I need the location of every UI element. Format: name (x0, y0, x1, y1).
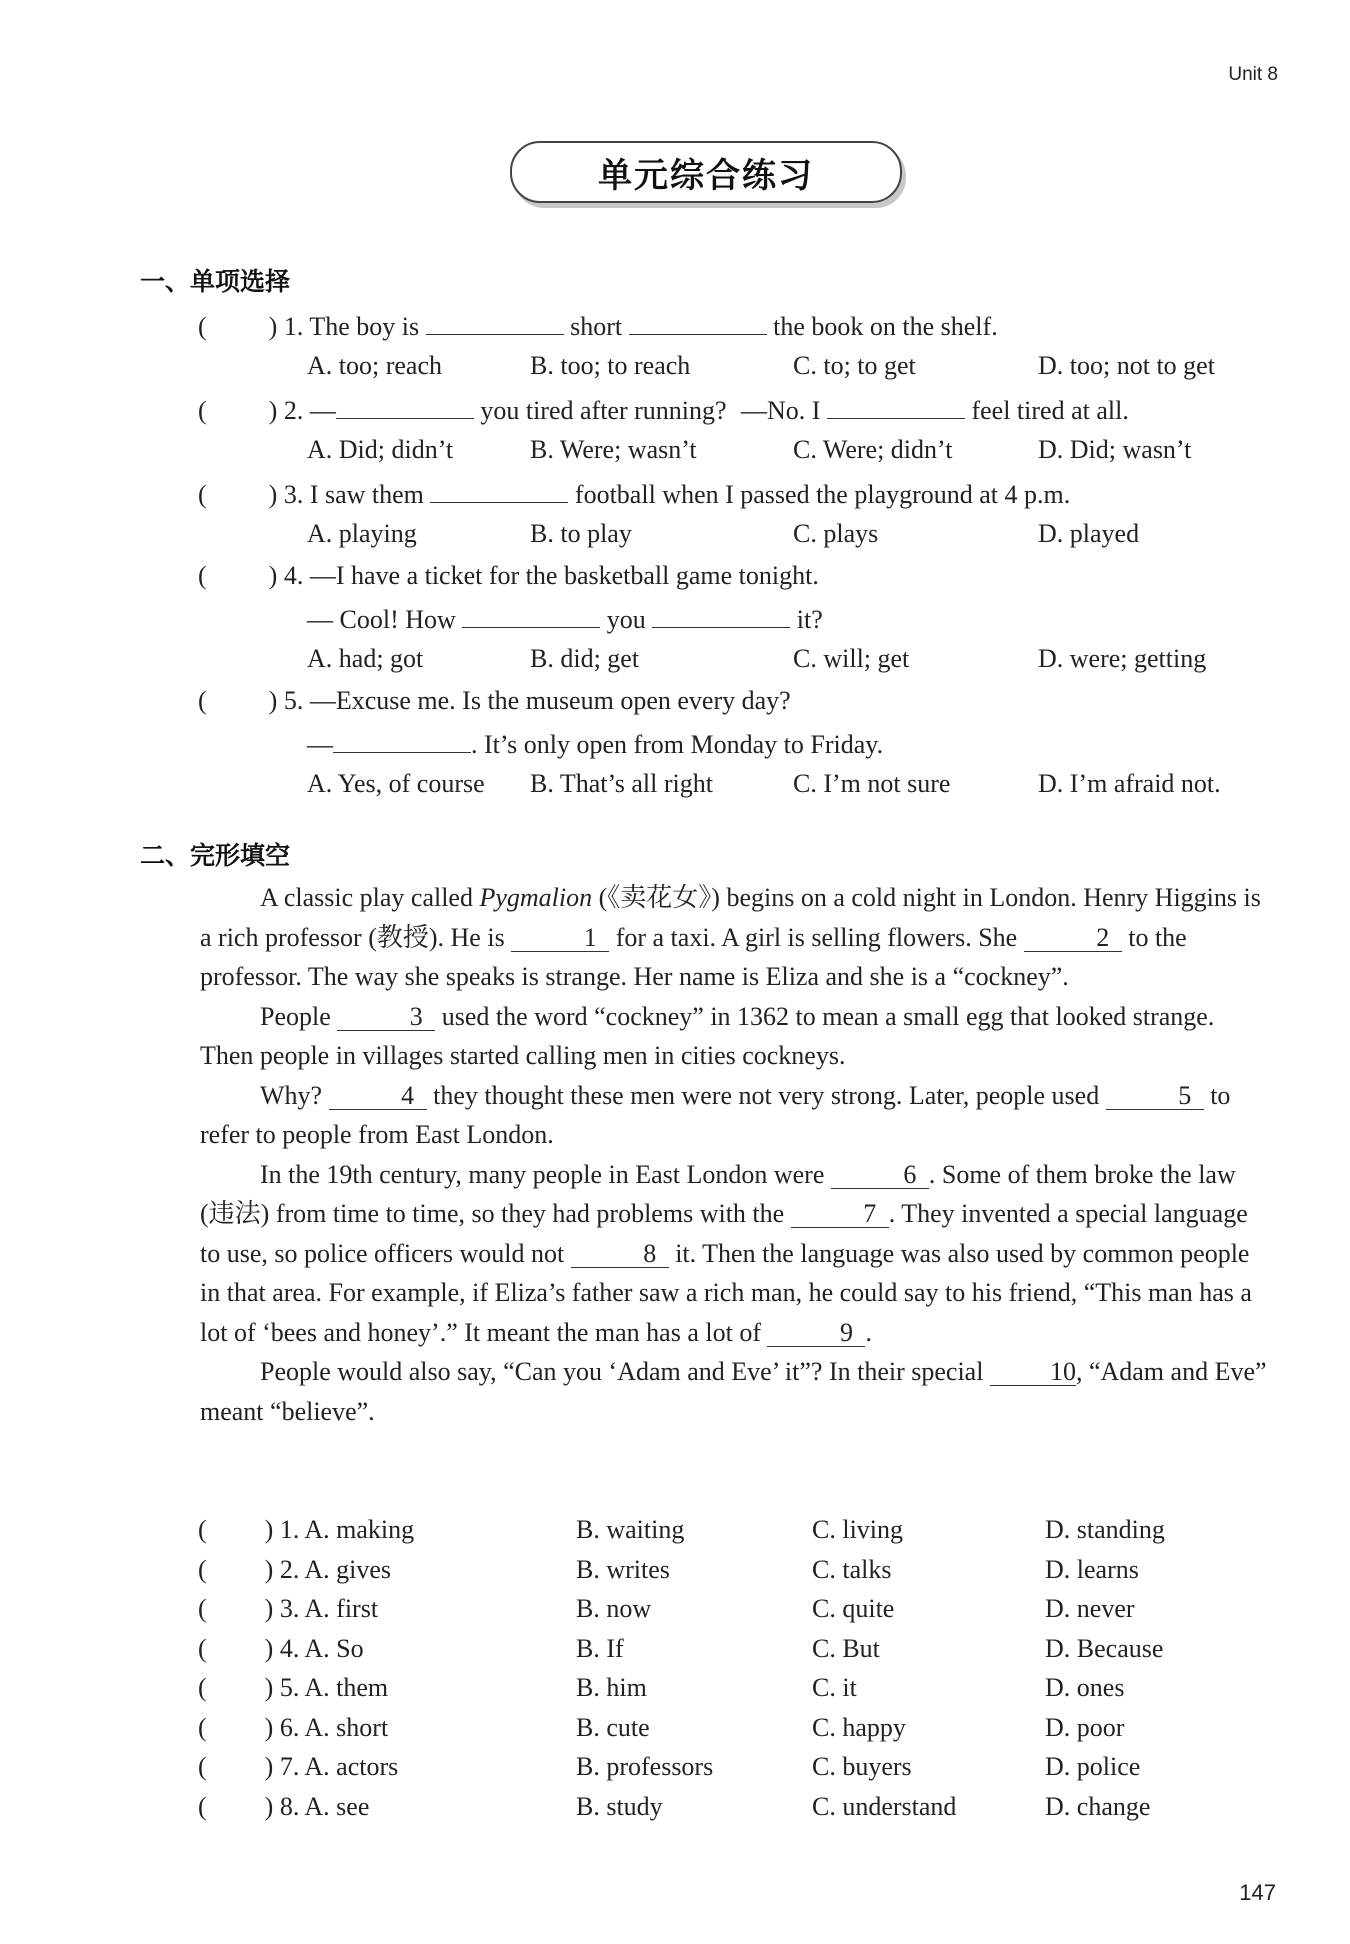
open-paren: ( (198, 480, 207, 509)
q3-option-c: C. plays (793, 519, 879, 548)
question-2 (198, 392, 1129, 427)
q2-option-a: A. Did; didn’t (307, 435, 454, 464)
q2-option-c: C. Were; didn’t (793, 435, 953, 464)
passage-paragraph: Why? 4 they thought these men were not very strong. Later, people used 5 to refer to people from East London. (200, 1080, 1231, 1149)
title-banner (510, 141, 902, 203)
choice-row-8: ( ) 8. A. see B. study C. understand D. change (198, 1791, 1151, 1821)
q1-text-3: the book on the shelf. (773, 312, 998, 341)
passage-paragraph: In the 19th century, many people in East London were 6 . Some of them broke the law (违法) from time to time, so they had problems with the 7 . They invented a special language to use, so police officers would not 8 it. Then the language was also used by common people in that area. For example, if Eliza’s father saw a rich man, he could say to his friend, “This man has a lot of ‘bees and honey’.” It meant the man has a lot of 9 . (200, 1159, 1252, 1347)
cloze-blank-3: 3 (337, 1004, 435, 1031)
q3-text-1: ) 3. I saw them (268, 480, 424, 509)
q3-option-a: A. playing (307, 519, 417, 548)
q2-text-1: ) 2. — (268, 396, 336, 425)
open-paren: ( (198, 312, 207, 341)
q2-text-2: you tired after running? (480, 396, 727, 425)
passage-paragraph: People 3 used the word “cockney” in 1362 to mean a small egg that looked strange. Then people in villages started calling men in cities cockneys. (200, 1001, 1215, 1070)
q4-option-c: C. will; get (793, 644, 910, 673)
choice-row-6: ( ) 6. A. short B. cute C. happy D. poor (198, 1712, 1125, 1742)
blank (430, 476, 568, 503)
q5-line-2 (307, 726, 883, 761)
q5-option-b: B. That’s all right (530, 769, 713, 798)
section1-heading: 一、单项选择 (140, 267, 291, 296)
open-paren: ( (198, 396, 207, 425)
blank (629, 308, 767, 335)
passage-paragraph: People would also say, “Can you ‘Adam and Eve’ it”? In their special 10, “Adam and Eve” meant “believe”. (200, 1357, 1267, 1426)
q1-option-c: C. to; to get (793, 351, 916, 380)
q1-option-d: D. too; not to get (1038, 351, 1215, 380)
q1-option-b: B. too; to reach (530, 351, 691, 380)
q3-option-d: D. played (1038, 519, 1140, 548)
cloze-blank-7: 7 (791, 1201, 889, 1228)
cloze-passage (200, 878, 1270, 1431)
cloze-blank-1: 1 (511, 925, 609, 952)
q2-option-b: B. Were; wasn’t (530, 435, 697, 464)
cloze-blank-5: 5 (1106, 1083, 1204, 1110)
q4-option-d: D. were; getting (1038, 644, 1207, 673)
choice-row-5: ( ) 5. A. them B. him C. it D. ones (198, 1673, 1125, 1702)
page-title: 单元综合练习 (598, 155, 814, 196)
q4-option-a: A. had; got (307, 644, 424, 673)
blank (333, 726, 471, 753)
blank (827, 392, 965, 419)
choice-row-3: ( ) 3. A. first B. now C. quite D. never (198, 1594, 1135, 1623)
q4-text-2c: it? (796, 605, 823, 634)
q3-option-b: B. to play (530, 519, 632, 548)
q5-text-1: ) 5. —Excuse me. Is the museum open every day? (268, 686, 791, 715)
q4-text-2a: — Cool! How (307, 605, 456, 634)
q2-text-3: —No. I (741, 396, 821, 425)
cloze-blank-6: 6 (831, 1162, 929, 1189)
unit-label: Unit 8 (1228, 64, 1278, 85)
question-4 (198, 560, 819, 592)
q5-option-a: A. Yes, of course (307, 769, 485, 798)
passage-paragraph: A classic play called Pygmalion (《卖花女》) begins on a cold night in London. Henry Higgins is a rich professor (教授). He is 1 for a taxi. A girl is selling flowers. She 2 to the professor. The way she speaks is strange. Her name is Eliza and she is a “cockney”. (200, 883, 1261, 991)
q5-option-c: C. I’m not sure (793, 769, 951, 798)
choice-row-4: ( ) 4. A. So B. If C. But D. Because (198, 1633, 1164, 1663)
cloze-blank-8: 8 (571, 1241, 669, 1268)
blank (426, 308, 564, 335)
q4-text-2b: you (606, 605, 646, 634)
question-5 (198, 685, 791, 717)
choice-row-7: ( ) 7. A. actors B. professors C. buyers D. police (198, 1752, 1141, 1781)
q4-text-1: ) 4. —I have a ticket for the basketball game tonight. (268, 561, 819, 590)
q4-line-2 (307, 601, 823, 636)
q4-option-b: B. did; get (530, 644, 640, 673)
section2-heading: 二、完形填空 (140, 841, 291, 870)
open-paren: ( (198, 686, 207, 715)
page-number: 147 (1239, 1880, 1276, 1905)
question-3 (198, 476, 1070, 511)
q5-text-2b: . It’s only open from Monday to Friday. (471, 730, 884, 759)
blank (652, 601, 790, 628)
q2-text-4: feel tired at all. (971, 396, 1129, 425)
cloze-blank-2: 2 (1024, 925, 1122, 952)
q3-text-2: football when I passed the playground at 4 p.m. (574, 480, 1071, 509)
cloze-blank-4: 4 (329, 1083, 427, 1110)
q1-text-1: ) 1. The boy is (268, 312, 420, 341)
blank (336, 392, 474, 419)
q1-text-2: short (570, 312, 623, 341)
blank (462, 601, 600, 628)
q5-text-2a: — (307, 730, 333, 759)
choice-row-2: ( ) 2. A. gives B. writes C. talks D. learns (198, 1554, 1139, 1584)
q1-option-a: A. too; reach (307, 351, 443, 380)
question-1 (198, 308, 998, 343)
q2-option-d: D. Did; wasn’t (1038, 435, 1192, 464)
choice-row-1: ( ) 1. A. making B. waiting C. living D. standing (198, 1515, 1165, 1544)
cloze-blank-9: 9 (767, 1320, 865, 1347)
q5-option-d: D. I’m afraid not. (1038, 769, 1221, 798)
cloze-blank-10: 10 (990, 1359, 1076, 1386)
open-paren: ( (198, 561, 207, 590)
play-title: Pygmalion (479, 883, 593, 912)
